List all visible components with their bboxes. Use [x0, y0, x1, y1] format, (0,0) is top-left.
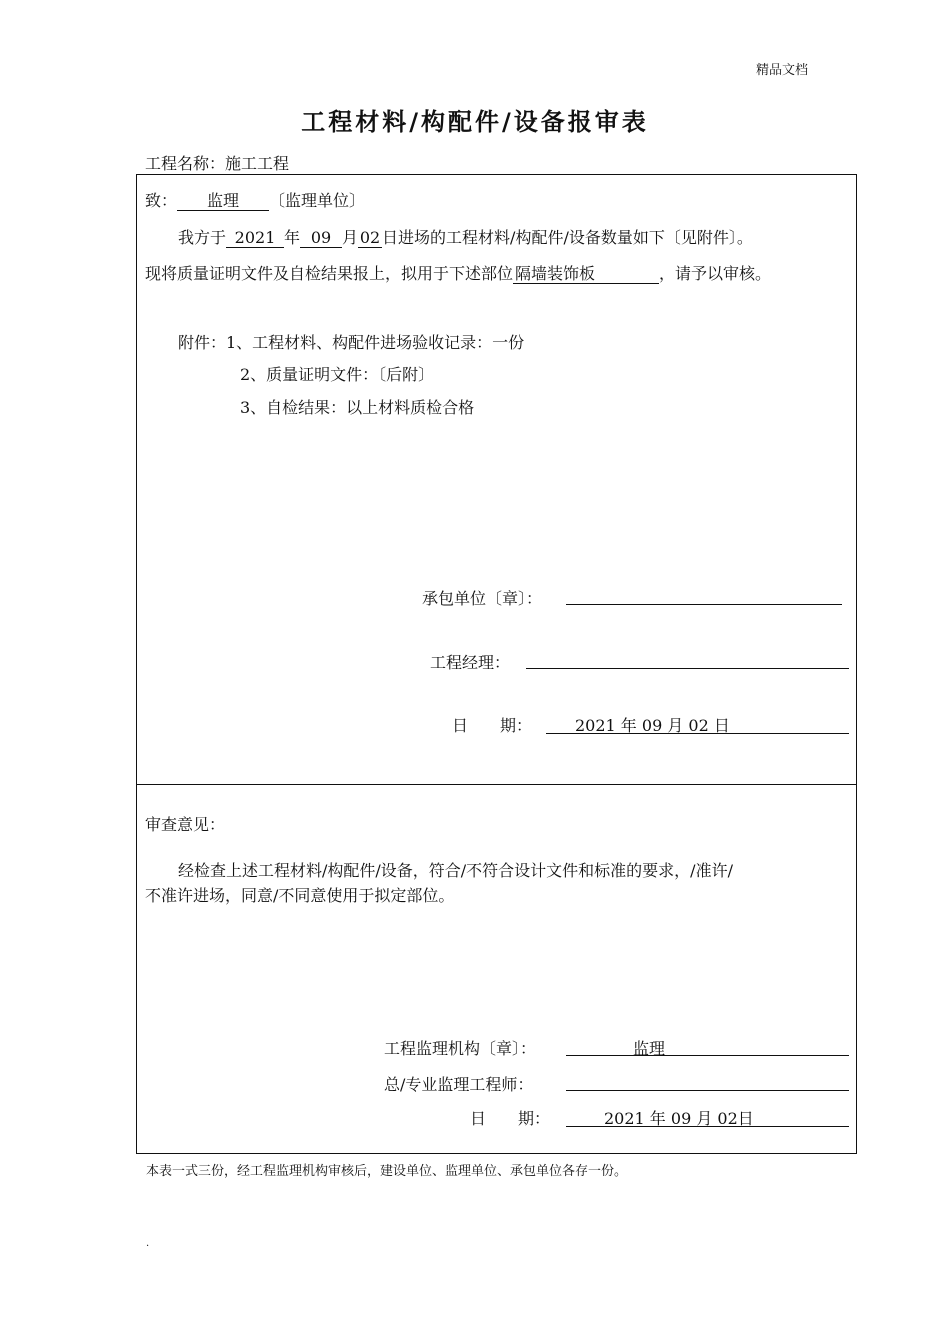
attachment-item-1: 附件：1、工程材料、构配件进场验收记录：一份 — [178, 333, 525, 352]
contractor-date-value: 2021 年 09 月 02 日 — [575, 716, 730, 735]
section-divider — [136, 784, 857, 785]
location-suffix: ，请予以审核。 — [659, 264, 772, 283]
supervisor-date-label: 日 期： — [470, 1109, 551, 1128]
supervisor-org-value: 监理 — [633, 1039, 666, 1058]
attachment-item-3: 3、自检结果：以上材料质检合格 — [240, 398, 475, 417]
contractor-label: 承包单位〔章〕： — [422, 589, 543, 608]
supervisor-org-line — [566, 1055, 849, 1056]
attachment-item-2: 2、质量证明文件：〔后附〕 — [240, 365, 435, 384]
project-name-value: 施工工程 — [225, 154, 290, 173]
contractor-date-label: 日 期： — [452, 716, 533, 735]
supervisor-org-label: 工程监理机构〔章〕： — [384, 1039, 537, 1058]
review-text-line-1: 经检查上述工程材料/构配件/设备，符合/不符合设计文件和标准的要求，/准许/ — [178, 861, 733, 880]
recipient-label: 致： — [145, 191, 178, 210]
form-title: 工程材料/构配件/设备报审表 — [301, 108, 649, 136]
location-prefix: 现将质量证明文件及自检结果报上，拟用于下述部位 — [145, 264, 514, 283]
recipient-row — [145, 188, 365, 211]
project-name-row — [145, 151, 289, 174]
entry-month: 09 — [300, 229, 342, 248]
entry-prefix: 我方于 — [178, 228, 227, 247]
footer-note: 本表一式三份，经工程监理机构审核后，建设单位、监理单位、承包单位各存一份。 — [146, 1164, 628, 1179]
location-sentence — [145, 261, 771, 284]
recipient-suffix: 〔监理单位〕 — [269, 191, 366, 210]
entry-month-unit: 月 — [342, 228, 359, 247]
entry-suffix: 日进场的工程材料/构配件/设备数量如下〔见附件〕。 — [382, 228, 753, 247]
footer-dot: . — [146, 1238, 150, 1249]
engineer-signature-line — [566, 1090, 849, 1091]
entry-date-sentence — [178, 225, 753, 248]
entry-day: 02 — [359, 228, 381, 247]
manager-label: 工程经理： — [430, 653, 511, 672]
supervisor-date-value: 2021 年 09 月 02日 — [604, 1109, 754, 1128]
engineer-label: 总/专业监理工程师： — [384, 1075, 534, 1094]
contractor-signature-line — [566, 604, 842, 605]
location-value: 隔墙装饰板 — [513, 265, 659, 284]
manager-signature-line — [526, 668, 849, 669]
project-name-label: 工程名称： — [145, 154, 226, 173]
recipient-value: 监理 — [177, 192, 269, 211]
corner-watermark-text: 精品文档 — [755, 63, 808, 78]
entry-year-unit: 年 — [284, 228, 301, 247]
review-label: 审查意见： — [145, 815, 226, 834]
entry-year: 2021 — [226, 229, 284, 248]
review-text-line-2: 不准许进场，同意/不同意使用于拟定部位。 — [145, 886, 455, 905]
